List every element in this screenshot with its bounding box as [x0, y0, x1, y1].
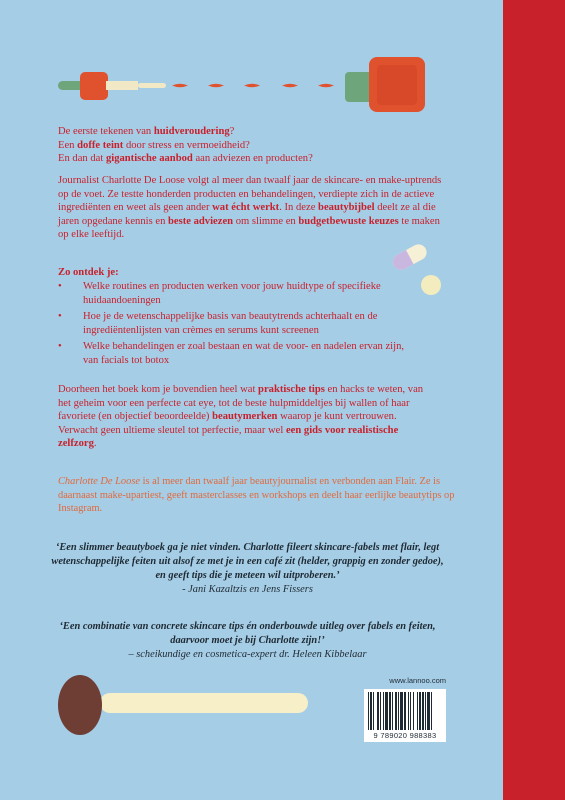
barcode-bars [367, 692, 443, 730]
review-quote [50, 620, 445, 662]
bullet-marker: • [58, 281, 62, 292]
description-paragraph: Journalist Charlotte De Loose volgt al meer dan twaalf jaar de skincare- en make-uptrends op de voet. Ze testte honderden producten en behandelingen, verdiepte zich in de actieve ingrediënten en weet als geen ander wat écht werkt. In deze beautybijbel deelt ze al die jaren opgedane kennis en beste adviezen om slimme en budgetbewuste keuzes te maken op elke leeftijd. [58, 175, 442, 241]
section-heading: Zo ontdek je: [58, 267, 119, 278]
bullet-marker: • [58, 341, 62, 353]
intro-line-1: De eerste tekenen van huidveroudering? [58, 126, 235, 137]
quote-text: ‘Een slimmer beautyboek ga je niet vinden. Charlotte fileert skincare-fabels met flair, legt wetenschappelijke feiten uit alsof ze met je in een café zit (helder, grappig en zonder gedoe), en geeft tips die je meteen wil uitproberen.’ [51, 542, 444, 581]
list-item: • Welke behandelingen er zoal bestaan en wat de voor- en nadelen ervan zijn, van facials tot botox [58, 341, 405, 366]
author-name: Charlotte De Loose [58, 476, 140, 487]
list-item: • Welke routines en producten werken voor jouw huidtype of specifieke huidaandoeningen [58, 281, 381, 306]
bullet-marker: • [58, 311, 62, 323]
dropper-illustration [58, 57, 425, 112]
intro-line-2: Een doffe teint door stress en vermoeidheid? [58, 139, 250, 151]
barcode [364, 689, 446, 742]
publisher-url: www.lannoo.com [389, 676, 446, 685]
tips-paragraph: Doorheen het boek kom je bovendien heel wat praktische tips en hacks te weten, van het geheim voor een perfecte cat eye, tot de beste hulpmiddeltjes bij wallen of haar favoriete (en objectief beoordeelde) beautymerken waarop je kunt vertrouwen. Verwacht geen ultieme sleutel tot perfectie, maar wel een gids voor realistische zelfzorg. [58, 384, 424, 450]
quote-attribution: – scheikundige en cosmetica-expert dr. Heleen Kibbelaar [128, 649, 367, 660]
review-quote [50, 541, 445, 597]
quote-text: ‘Een combinatie van concrete skincare tips én onderbouwde uitleg over fabels en feiten, daarvoor moet je bij Charlotte zijn!’ [59, 621, 436, 646]
intro-questions [58, 125, 448, 166]
matchstick-brush-illustration [58, 675, 308, 735]
barcode-block [364, 676, 446, 742]
intro-line-3: En dan dat gigantische aanbod aan adviezen en producten? [58, 153, 313, 165]
isbn-number: 9 789020 988383 [373, 731, 437, 740]
list-item: • Hoe je de wetenschappelijke basis van beautytrends achterhaalt en de ingrediëntenlijsten van crèmes en serums kunt screenen [58, 311, 378, 336]
quote-attribution: - Jani Kazaltzis en Jens Fissers [182, 584, 313, 595]
author-bio: Charlotte De Loose is al meer dan twaalf jaar beautyjournalist en verbonden aan Flair. Ze is daarnaast make-upartiest, geeft masterclasses en workshops en deelt haar eerlijke beautytips op Instagram. [58, 476, 455, 515]
benefit-list [58, 280, 408, 371]
